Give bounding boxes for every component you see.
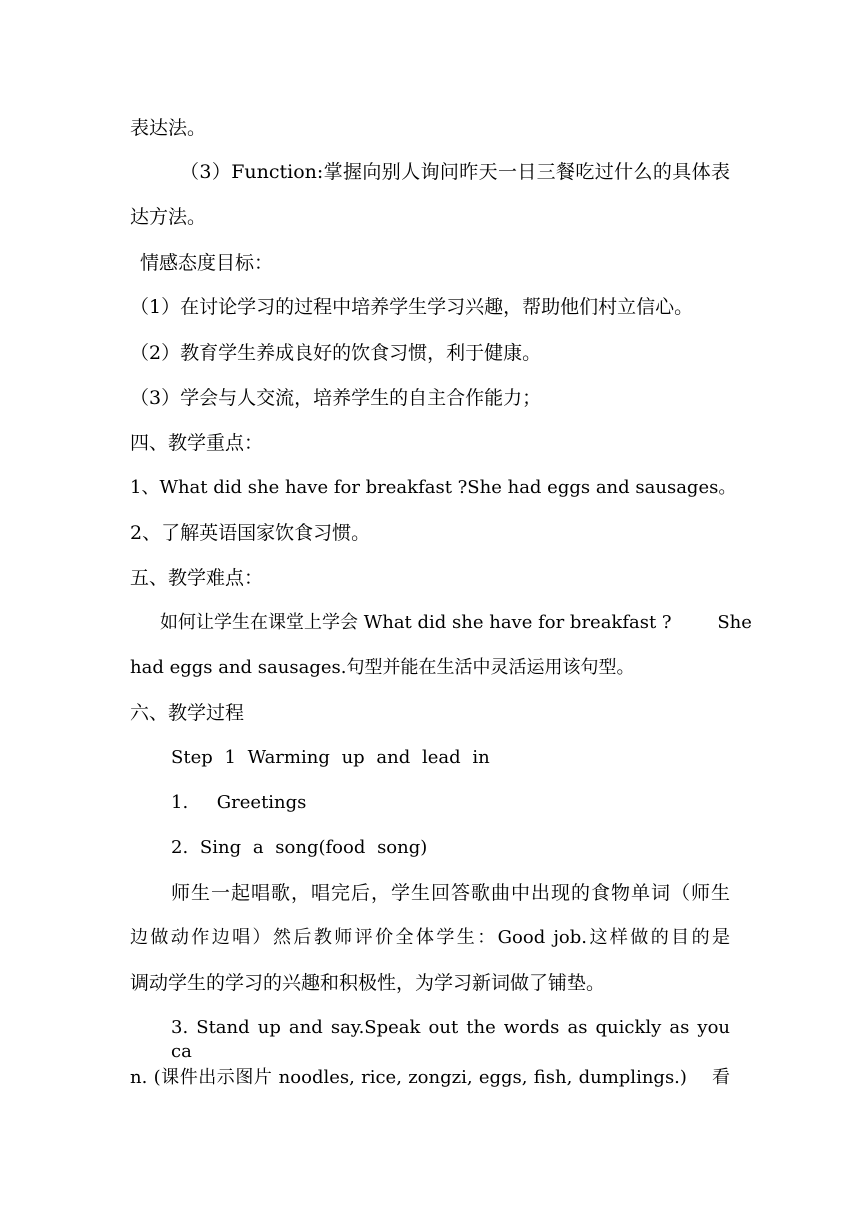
- text-line: Step 1 Warming up and lead in: [171, 747, 490, 768]
- section-heading: 四、教学重点：: [130, 432, 264, 454]
- section-heading: 情感态度目标：: [140, 252, 274, 274]
- text-line: had eggs and sausages.句型并能在生活中灵活运用该句型。: [130, 657, 635, 678]
- text-line: 达方法。: [130, 206, 207, 228]
- text-line: （1）在讨论学习的过程中培养学生学习兴趣，帮助他们村立信心。: [130, 296, 694, 318]
- text-line: 调动学生的学习的兴趣和积极性，为学习新词做了铺垫。: [130, 972, 606, 994]
- text-line: 2、了解英语国家饮食习惯。: [130, 522, 371, 544]
- section-heading: 五、教学难点：: [130, 567, 264, 589]
- text-line: 1、What did she have for breakfast ?She had eggs and sausages。: [130, 477, 737, 498]
- text-line: （3）Function:掌握向别人询问昨天一日三餐吃过什么的具体表: [180, 161, 730, 183]
- text-line: 如何让学生在课堂上学会 What did she have for breakfast ? She: [160, 612, 752, 633]
- text-line: 师生一起唱歌，唱完后，学生回答歌曲中出现的食物单词（师生: [171, 882, 730, 904]
- text-line: 3. Stand up and say.Speak out the words as quickly as you ca: [171, 1017, 730, 1062]
- list-item: 2. Sing a song(food song): [171, 837, 428, 858]
- text-line: 边做动作边唱）然后教师评价全体学生：Good job.这样做的目的是: [130, 927, 730, 948]
- text-line: （2）教育学生养成良好的饮食习惯，利于健康。: [130, 342, 542, 364]
- list-item: 1. Greetings: [171, 792, 307, 813]
- section-heading: 六、教学过程: [130, 702, 245, 724]
- text-line: （3）学会与人交流，培养学生的自主合作能力；: [130, 387, 542, 409]
- text-line: 表达法。: [130, 117, 207, 139]
- text-line: n. (课件出示图片 noodles, rice, zongzi, eggs, fish, dumplings.) 看: [130, 1067, 730, 1088]
